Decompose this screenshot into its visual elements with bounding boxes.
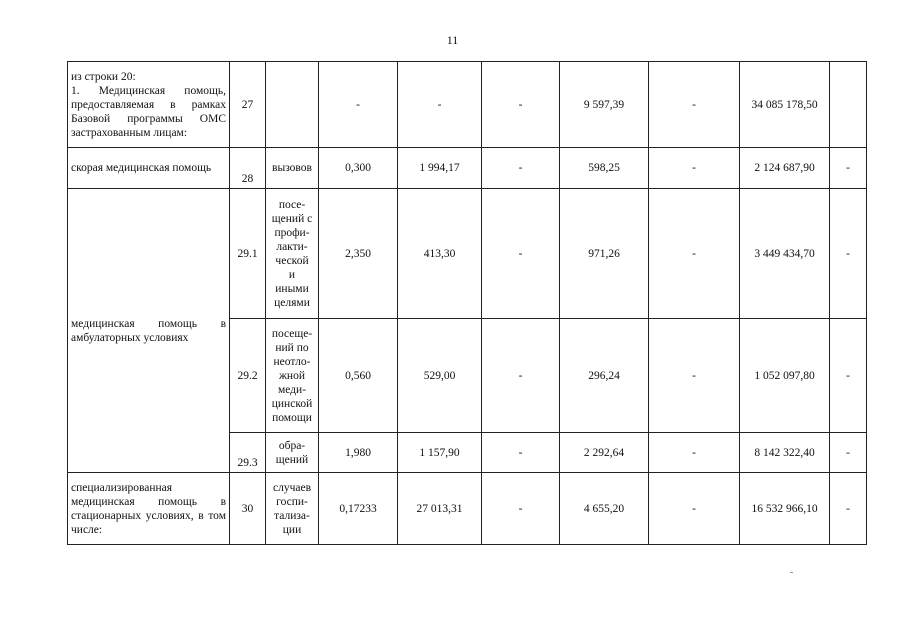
table-row xyxy=(68,473,867,545)
budget-total-cell: - xyxy=(649,433,740,473)
share-cell xyxy=(830,62,867,148)
budget-per-capita-cell: - xyxy=(482,473,560,545)
budget-total-cell: - xyxy=(649,473,740,545)
row-description: из строки 20: 1. Медицинская помощь, предоставляемая в рамках Базовой программы ОМС застрахованным лицам: xyxy=(68,62,230,148)
row-number: 29.2 xyxy=(230,319,266,433)
budget-per-capita-cell: - xyxy=(482,189,560,319)
row-number: 30 xyxy=(230,473,266,545)
unit-cell xyxy=(266,62,319,148)
unit-cost-cell: 413,30 xyxy=(398,189,482,319)
unit-cell: обра- щений xyxy=(266,433,319,473)
volume-cell: 0,17233 xyxy=(319,473,398,545)
oms-per-capita-cell: 9 597,39 xyxy=(560,62,649,148)
table-row xyxy=(68,62,867,148)
unit-cell: случаев госпи- тализа- ции xyxy=(266,473,319,545)
scan-speck xyxy=(790,572,793,573)
unit-cell: посеще- ний по неотло- жной меди- цинской помощи xyxy=(266,319,319,433)
unit-cell: посе- щений с профи- лакти- ческой и иными целями xyxy=(266,189,319,319)
budget-total-cell: - xyxy=(649,319,740,433)
oms-total-cell: 16 532 966,10 xyxy=(740,473,830,545)
financing-table xyxy=(67,61,867,545)
row-number: 29.1 xyxy=(230,189,266,319)
budget-per-capita-cell: - xyxy=(482,148,560,189)
row-number: 27 xyxy=(230,62,266,148)
row-description: скорая медицинская помощь xyxy=(68,148,230,189)
budget-per-capita-cell: - xyxy=(482,433,560,473)
share-cell: - xyxy=(830,189,867,319)
volume-cell: 2,350 xyxy=(319,189,398,319)
row-description: специализированная медицинская помощь в стационарных условиях, в том числе: xyxy=(68,473,230,545)
row-number: 28 xyxy=(230,148,266,189)
oms-total-cell: 34 085 178,50 xyxy=(740,62,830,148)
volume-cell: 0,560 xyxy=(319,319,398,433)
table-row xyxy=(68,148,867,189)
share-cell: - xyxy=(830,319,867,433)
share-cell: - xyxy=(830,433,867,473)
page-number: 11 xyxy=(446,33,459,47)
oms-total-cell: 1 052 097,80 xyxy=(740,319,830,433)
unit-cell: вызовов xyxy=(266,148,319,189)
oms-per-capita-cell: 4 655,20 xyxy=(560,473,649,545)
oms-per-capita-cell: 598,25 xyxy=(560,148,649,189)
row-description: медицинская помощь в амбулаторных условиях xyxy=(68,189,230,473)
oms-total-cell: 2 124 687,90 xyxy=(740,148,830,189)
table-row xyxy=(68,189,867,319)
share-cell: - xyxy=(830,148,867,189)
volume-cell: 0,300 xyxy=(319,148,398,189)
unit-cost-cell: 27 013,31 xyxy=(398,473,482,545)
budget-per-capita-cell: - xyxy=(482,319,560,433)
budget-per-capita-cell: - xyxy=(482,62,560,148)
volume-cell: - xyxy=(319,62,398,148)
oms-per-capita-cell: 2 292,64 xyxy=(560,433,649,473)
share-cell: - xyxy=(830,473,867,545)
unit-cost-cell: 1 994,17 xyxy=(398,148,482,189)
budget-total-cell: - xyxy=(649,62,740,148)
unit-cost-cell: 1 157,90 xyxy=(398,433,482,473)
volume-cell: 1,980 xyxy=(319,433,398,473)
budget-total-cell: - xyxy=(649,189,740,319)
oms-total-cell: 3 449 434,70 xyxy=(740,189,830,319)
oms-total-cell: 8 142 322,40 xyxy=(740,433,830,473)
row-number: 29.3 xyxy=(230,433,266,473)
unit-cost-cell: 529,00 xyxy=(398,319,482,433)
oms-per-capita-cell: 296,24 xyxy=(560,319,649,433)
oms-per-capita-cell: 971,26 xyxy=(560,189,649,319)
unit-cost-cell: - xyxy=(398,62,482,148)
budget-total-cell: - xyxy=(649,148,740,189)
